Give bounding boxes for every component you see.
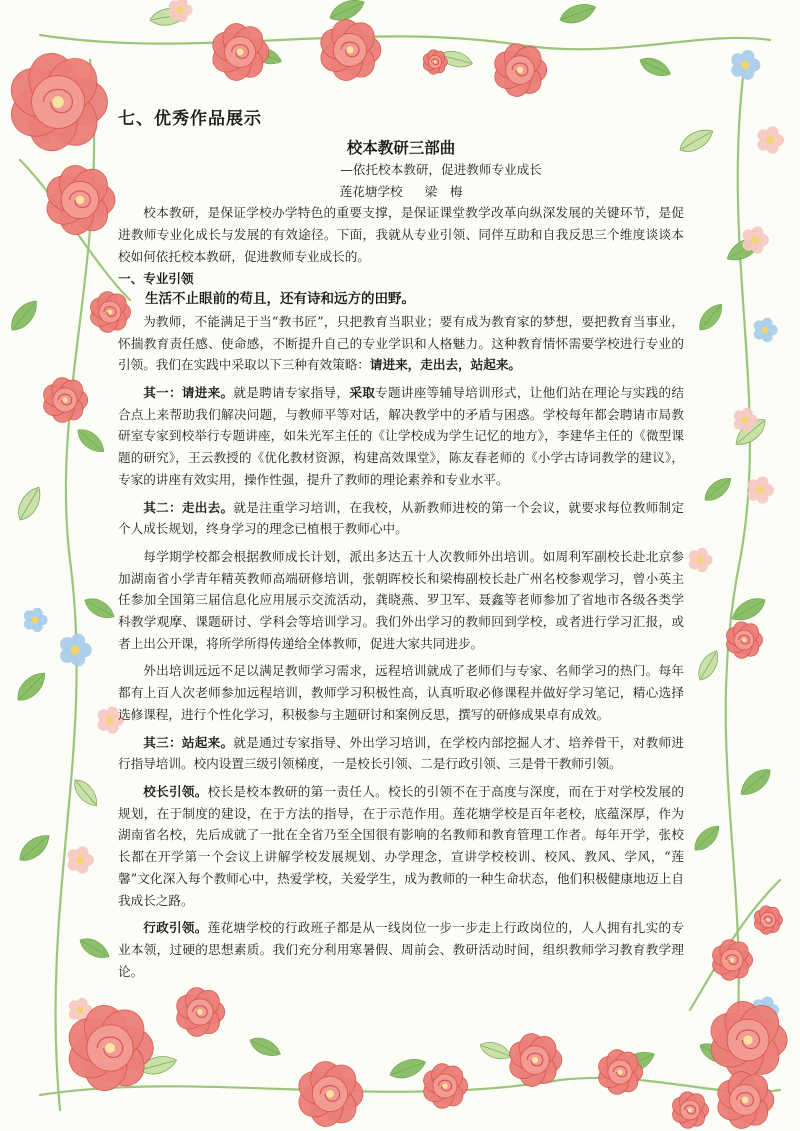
subsection-label: 行政引领。 <box>143 920 208 936</box>
leaf <box>73 424 108 457</box>
motto: 生活不止眼前的苟且，还有诗和远方的田野。 <box>145 291 415 308</box>
school-name: 莲花塘学校 <box>339 183 403 199</box>
paragraph-principal-lead <box>118 781 684 911</box>
paragraph-text: 校长是校本教研的第一责任人。校长的引领不在于高度与深度，而在于对学校发展的规划，在于制度的建设，在于方法的指导，在于示范作用。莲花塘学校是百年老校，底蕴深厚，作为湖南省名校，先后成就了一批在全省乃至全国很有影响的名教师和教育管理工作者。每年开学，张校长都在开学第一个会议上讲解学校发展规划、办学理念，宣讲学校校训、校风、教风、学风，“莲馨”文化深入每个教师心中，热爱学校，关爱学生，成为教师的一种生命状态，他们积极健康地迈上自我成长之路。 <box>118 783 685 908</box>
rose <box>709 937 753 982</box>
rose <box>713 1068 774 1131</box>
leaf <box>15 829 54 866</box>
leaf <box>6 296 43 335</box>
rose <box>420 1061 468 1110</box>
leaf <box>76 934 112 963</box>
small-flower <box>748 476 774 503</box>
rose <box>40 375 88 424</box>
paragraph-text: 就是通过专家指导、外出学习培训，在学校内部挖掘人才、培养骨干，对教师进行指导培训。校内设置三级引领梯度，一是校长引领、二是行政引领、三是骨干教师引领。 <box>118 734 685 772</box>
vine-stem <box>40 35 770 49</box>
small-flower <box>24 608 48 632</box>
rose <box>490 41 547 99</box>
rose <box>3 48 108 156</box>
leaf <box>478 1038 514 1063</box>
leaf <box>690 821 724 855</box>
rose <box>41 162 115 238</box>
paragraph-remote-training: 外出培训远远不足以满足教师学习需求，远程培训就成了老师们与专家、名师学习的热门。每年都有上百人次老师参加远程培训，教师学习积极性高，认真听取必修课程并做好学习笔记，精心选择选修课程，进行个性化学习，积极参与主题研讨和案例反思，撰写的研修成果卓有成效。 <box>118 663 684 722</box>
leaf <box>637 53 674 80</box>
rose <box>669 1090 708 1130</box>
small-flower <box>68 846 94 873</box>
subsection-label: 校长引领。 <box>143 783 208 799</box>
rose <box>172 985 224 1039</box>
leaf <box>700 473 735 506</box>
rose <box>293 1058 363 1130</box>
leaf <box>694 300 727 335</box>
leaf <box>69 775 102 810</box>
rose <box>316 16 382 83</box>
article <box>118 137 684 982</box>
leaf <box>387 1054 428 1082</box>
paragraph-text: 就是聘请专家指导， <box>233 385 350 401</box>
leaf <box>557 0 598 28</box>
paragraph-text: 就是注重学习培训，在我校，从新教师进校的第一个会议，就要求每位教师制定个人成长规划，终身学习的理念已植根于教师心中。 <box>118 499 685 537</box>
strategy-summary: 请进来，走出去，站起来。 <box>369 357 521 373</box>
small-flower <box>754 318 778 342</box>
strategy-label: 其二：走出去。 <box>143 499 234 515</box>
paragraph-admin-lead <box>118 917 684 982</box>
article-title: 校本教研三部曲 <box>346 138 456 157</box>
article-subtitle: —依托校本教研，促进教师专业成长 <box>340 162 542 177</box>
strategy-label: 其一：请进来。 <box>143 385 234 401</box>
paragraph-go-out <box>118 497 684 540</box>
paragraph-professional-lead <box>118 311 684 376</box>
paragraph-each-term: 每学期学校都会根据教师成长计划，派出多达五十人次教师外出培训。如周利军副校长赴北京参加湖南省小学青年精英教师高端研修培训，张朝晖校长和梁梅副校长赴广州名校参观学习，曾小英主任参加全国第三届信息化应用展示交流活动，龚晓燕、罗卫军、聂鑫等老师参加了省地市各级各类学科教学观摩、课题研讨、学科会等培训学习。我们外出学习的教师回到学校，或者进行学习汇报，或者上出公开课，将所学所得传递给全体教师，促进大家共同进步。 <box>118 548 684 651</box>
paragraph-text: 专题讲座等辅导培训形式，让他们站在理论与实践的结合点上来帮助我们解决问题，与教师平等对话，解决教学中的矛盾与困惑。学校每年都会聘请市局教研室专家到校举行专题讲座，如朱光军主任的《让学校成为学生记忆的地方》，李建华主任的《微型课题的研究》，王云教授的《优化教材资源，构建高效课堂》，陈友春老师的《小学古诗词教学的建议》，专家的讲座有效实用，操作性强，提升了教师的理论素养和专业水平。 <box>118 385 685 487</box>
emphasis: 采取 <box>349 385 376 401</box>
intro-paragraph: 校本教研，是保证学校办学特色的重要支撑，是保证课堂教学改革向纵深发展的关键环节，是促进教师专业化成长与发展的有效途径。下面，我就从专业引领、同伴互助和自我反思三个维度谈谈本校如何依托校本教研，促进教师专业成长的。 <box>118 205 684 264</box>
part-heading: 一、专业引领 <box>118 270 194 286</box>
rose <box>752 904 783 935</box>
vine-stem <box>40 1078 780 1095</box>
paragraph-text: 为教师，不能满足于当“教书匠”，只把教育当职业；要有成为教育家的梦想，要把教育当事业，怀揣教育责任感、使命感，不断提升自己的专业学识和人格魅力。这种教育情怀需要学校进行专业的引领。我们在实践中采取以下三种有效策略： <box>118 313 684 373</box>
rose <box>208 20 269 83</box>
leaf <box>81 594 117 623</box>
paragraph-invite-in <box>118 382 684 491</box>
rose <box>421 48 447 75</box>
small-flower <box>731 50 760 80</box>
leaf <box>12 668 50 706</box>
byline <box>118 181 684 203</box>
strategy-label: 其三：站起来。 <box>143 734 234 750</box>
small-flower <box>60 634 92 667</box>
leaf <box>13 483 46 524</box>
paragraph-text: 莲花塘学校的行政班子都是从一线岗位一步一步走上行政岗位的，人人拥有扎实的专业本领，过硬的思想素质。我们充分利用寒暑假、周前会、教研活动时间，组织教师学习教育教学理论。 <box>118 920 685 979</box>
leaf <box>694 647 723 683</box>
paragraph-stand-up <box>118 732 684 775</box>
small-flower <box>689 548 713 572</box>
small-flower <box>743 226 769 253</box>
leaf <box>736 764 775 801</box>
author-name: 梁 梅 <box>424 183 463 199</box>
leaf <box>247 1033 284 1060</box>
small-flower <box>169 0 193 22</box>
section-heading: 七、优秀作品展示 <box>118 109 262 129</box>
small-flower <box>758 126 784 153</box>
